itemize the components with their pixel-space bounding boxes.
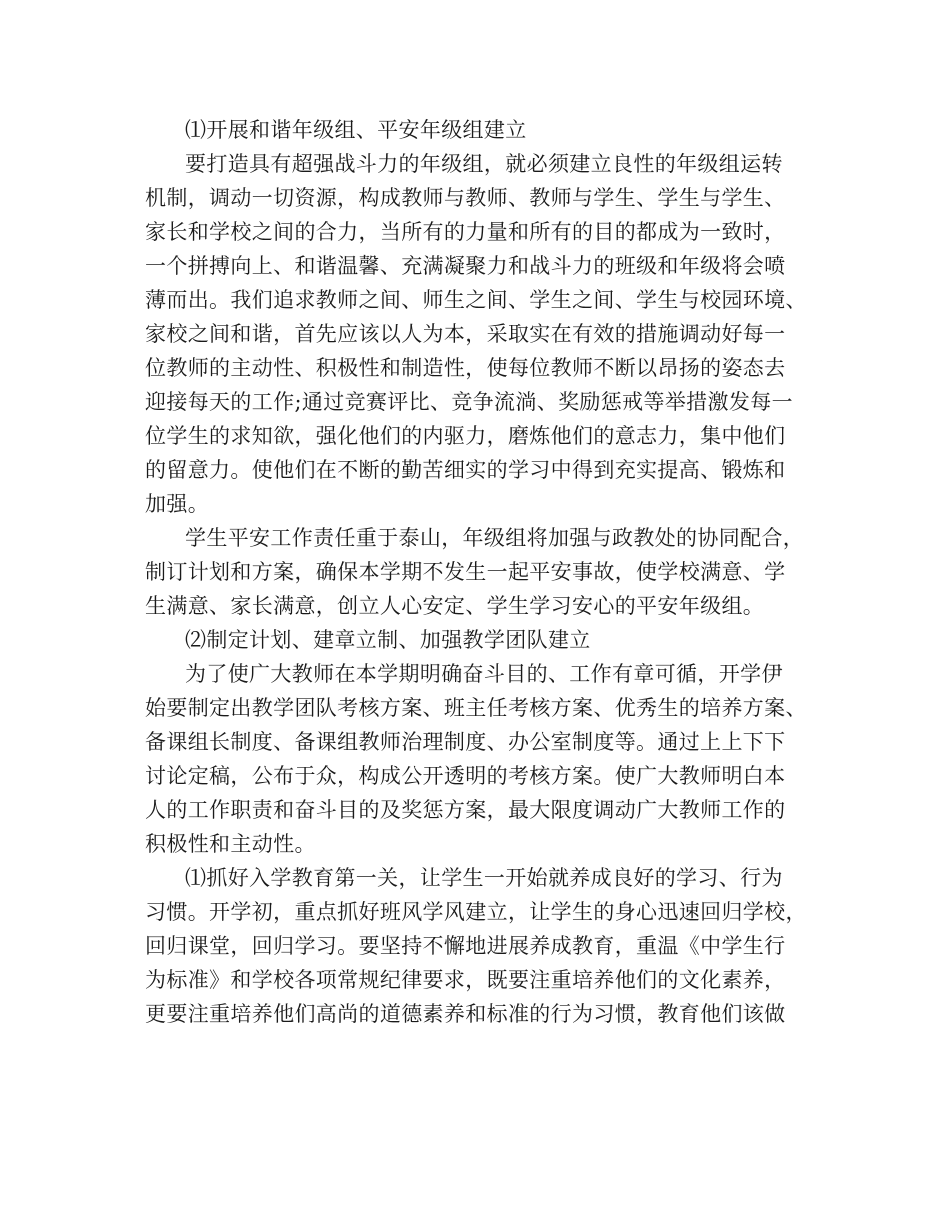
text-line: 始要制定出教学团队考核方案、班主任考核方案、优秀生的培养方案、: [145, 696, 807, 720]
text-line: 加强。: [145, 492, 210, 516]
text-line: ⑵制定计划、建章立制、加强教学团队建立: [185, 628, 591, 652]
text-line: 迎接每天的工作;通过竞赛评比、竞争流淌、奖励惩戒等举措激发每一: [145, 390, 793, 414]
text-line: 积极性和主动性。: [145, 832, 316, 856]
text-line: 家校之间和谐，首先应该以人为本，采取实在有效的措施调动好每一: [145, 322, 786, 346]
text-line: 薄而出。我们追求教师之间、师生之间、学生之间、学生与校园环境、: [145, 288, 807, 312]
text-line: 为了使广大教师在本学期明确奋斗目的、工作有章可循，开学伊: [185, 662, 783, 686]
text-line: 机制，调动一切资源，构成教师与教师、教师与学生、学生与学生、: [145, 186, 786, 210]
text-line: 生满意、家长满意，创立人心安定、学生学习安心的平安年级组。: [145, 594, 765, 618]
text-line: ⑴开展和谐年级组、平安年级组建立: [185, 118, 527, 142]
text-line: 的留意力。使他们在不断的勤苦细实的学习中得到充实提高、锻炼和: [145, 458, 786, 482]
text-line: 回归课堂，回归学习。要坚持不懈地进展养成教育，重温《中学生行: [145, 934, 786, 958]
text-line: ⑴抓好入学教育第一关，让学生一开始就养成良好的学习、行为: [185, 866, 783, 890]
text-line: 位学生的求知欲，强化他们的内驱力，磨炼他们的意志力，集中他们: [145, 424, 786, 448]
text-line: 位教师的主动性、积极性和制造性，使每位教师不断以昂扬的姿态去: [145, 356, 786, 380]
text-line: 讨论定稿，公布于众，构成公开透明的考核方案。使广大教师明白本: [145, 764, 786, 788]
text-line: 一个拼搏向上、和谐温馨、充满凝聚力和战斗力的班级和年级将会喷: [145, 254, 786, 278]
text-line: 备课组长制度、备课组教师治理制度、办公室制度等。通过上上下下: [145, 730, 786, 754]
text-line: 更要注重培养他们高尚的道德素养和标准的行为习惯，教育他们该做: [145, 1002, 786, 1026]
document-body: [145, 113, 825, 1031]
text-line: 人的工作职责和奋斗目的及奖惩方案，最大限度调动广大教师工作的: [145, 798, 786, 822]
text-line: 为标准》和学校各项常规纪律要求，既要注重培养他们的文化素养，: [145, 968, 786, 992]
text-line: 家长和学校之间的合力，当所有的力量和所有的目的都成为一致时，: [145, 220, 786, 244]
text-line: 要打造具有超强战斗力的年级组，就必须建立良性的年级组运转: [185, 152, 783, 176]
text-line: 学生平安工作责任重于泰山，年级组将加强与政教处的协同配合，: [185, 526, 805, 550]
text-line: 制订计划和方案，确保本学期不发生一起平安事故，使学校满意、学: [145, 560, 786, 584]
text-line: 习惯。开学初，重点抓好班风学风建立，让学生的身心迅速回归学校，: [145, 900, 807, 924]
